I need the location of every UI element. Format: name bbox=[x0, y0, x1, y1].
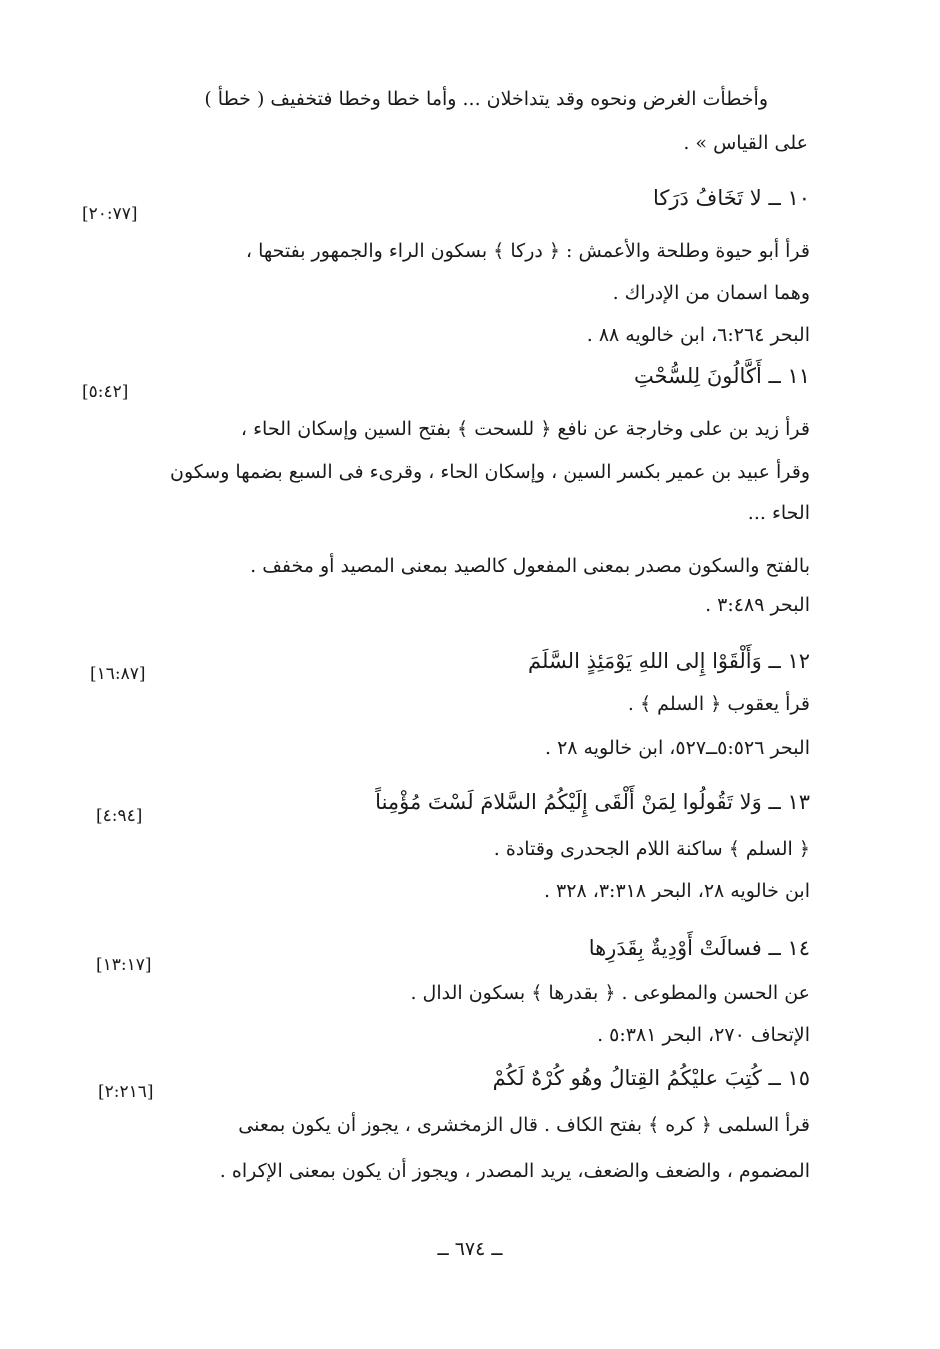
text-line-5: وهما اسمان من الإدراك . bbox=[612, 282, 810, 304]
text-line-11: بالفتح والسكون مصدر بمعنى المفعول كالصيد بمعنى المصيد أو مخفف . bbox=[250, 555, 810, 577]
text-line-24: المضموم ، والضعف والضعف، يريد المصدر ، ويجوز أن يكون بمعنى الإكراه . bbox=[219, 1160, 810, 1182]
text-line-4: قرأ أبو حيوة وطلحة والأعمش : ﴿ دركا ﴾ بسكون الراء والجمهور بفتحها ، bbox=[245, 240, 810, 262]
source-line-12: البحر ٥:٥٢٦ــ٥٢٧، ابن خالويه ٢٨ . bbox=[544, 737, 810, 759]
text-line-23: قرأ السلمى ﴿ كره ﴾ بفتح الكاف . قال الزمخشرى ، يجوز أن يكون بمعنى bbox=[238, 1114, 810, 1136]
verse-ref-13: [٤:٩٤] bbox=[96, 806, 143, 826]
page-number: ــ ٦٧٤ ــ bbox=[437, 1238, 503, 1260]
text-line-2: على القياس » . bbox=[683, 132, 808, 154]
verse-ref-14: [١٣:١٧] bbox=[96, 955, 152, 975]
text-line-17: ﴿ السلم ﴾ ساكنة اللام الجحدرى وقتادة . bbox=[493, 838, 810, 860]
source-line-10: البحر ٦:٢٦٤، ابن خالويه ٨٨ . bbox=[586, 324, 810, 346]
verse-heading-15: ١٥ ــ كُتِبَ عليْكُمُ القِتالُ وهُو كُرْهٌ لَكُمْ bbox=[492, 1066, 810, 1090]
text-line-9: وقرأ عبيد بن عمير بكسر السين ، وإسكان الحاء ، وقرىء فى السبع بضمها وسكون bbox=[170, 461, 810, 483]
verse-ref-12: [١٦:٨٧] bbox=[90, 664, 146, 684]
verse-heading-11: ١١ ــ أَكَّالُونَ لِلسُّحْتِ bbox=[633, 364, 810, 388]
verse-ref-15: [٢:٢١٦] bbox=[98, 1082, 154, 1102]
verse-ref-11: [٥:٤٢] bbox=[82, 382, 129, 402]
text-line-1: وأخطأت الغرض ونحوه وقد يتداخلان ... وأما خطا وخطا فتخفيف ( خطأ ) bbox=[204, 88, 768, 110]
verse-heading-12: ١٢ ــ وَأَلْقَوْا إِلى اللهِ يَوْمَئِذٍ السَّلَمَ bbox=[528, 649, 810, 673]
verse-heading-10: ١٠ ــ لا تَخَافُ دَرَكا bbox=[652, 186, 810, 210]
text-line-10: الحاء ... bbox=[747, 502, 810, 524]
text-line-20: عن الحسن والمطوعى . ﴿ بقدرها ﴾ بسكون الدال . bbox=[410, 982, 810, 1004]
verse-heading-13: ١٣ ــ وَلا تَقُولُوا لِمَنْ أَلْقَى إِلَيْكُمُ السَّلامَ لَسْتَ مُؤْمِناً bbox=[375, 790, 810, 814]
text-line-14: قرأ يعقوب ﴿ السلم ﴾ . bbox=[627, 693, 810, 715]
source-line-13: ابن خالويه ٢٨، البحر ٣:٣١٨، ٣٢٨ . bbox=[543, 880, 810, 902]
source-line-14: الإتحاف ٢٧٠، البحر ٥:٣٨١ . bbox=[597, 1024, 810, 1046]
verse-heading-14: ١٤ ــ فسالَتْ أَوْدِيةٌ بِقَدَرِها bbox=[588, 936, 810, 960]
text-line-8: قرأ زيد بن على وخارجة عن نافع ﴿ للسحت ﴾ بفتح السين وإسكان الحاء ، bbox=[240, 418, 810, 440]
source-line-11: البحر ٣:٤٨٩ . bbox=[705, 594, 810, 616]
verse-ref-10: [٢٠:٧٧] bbox=[82, 204, 138, 224]
